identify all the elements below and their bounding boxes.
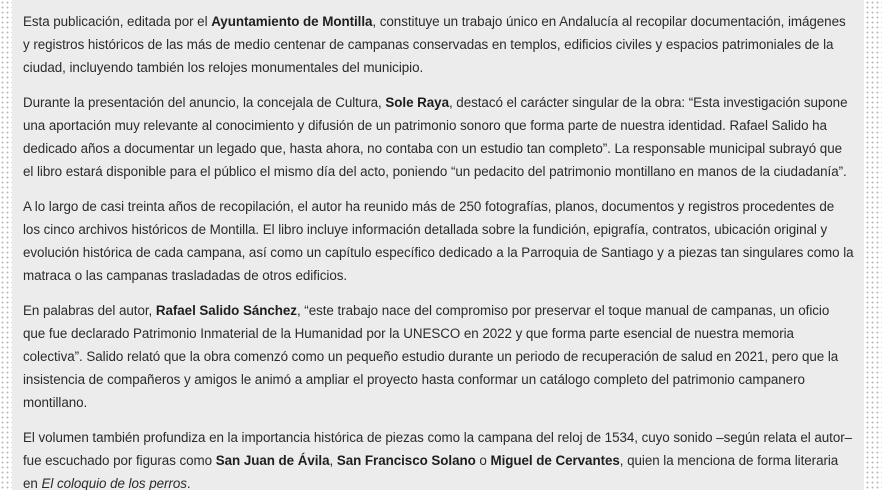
paragraph-5-text-1: El volumen también profundiza en la importancia histórica de piezas como la campana del reloj de 1534, cuyo sonido –según relata el autor– fue escuchado por figuras como [23, 430, 853, 468]
organization-name: Ayuntamiento de Montilla [211, 14, 373, 29]
figure-name-2: San Francisco Solano [336, 453, 476, 468]
figure-name-3: Miguel de Cervantes [490, 453, 620, 468]
figure-name-1: San Juan de Ávila [215, 453, 330, 468]
article-body [12, 0, 864, 490]
paragraph-1-text-2: , constituye un trabajo único en Andalucía al recopilar documentación, imágenes y registros históricos de las más de medio centenar de campanas conservadas en templos, edificios civiles y espacios patrimoniales de la ciudad, incluyendo también los relojes monumentales del municipio. [23, 14, 846, 75]
paragraph-5-text-3: o [475, 453, 491, 468]
paragraph-2 [23, 91, 854, 183]
paragraph-3-text-1: A lo largo de casi treinta años de recopilación, el autor ha reunido más de 250 fotografías, planos, documentos y registros procedentes de los cinco archivos históricos de Montilla. El libro incluye información detallada sobre la fundición, epigrafía, contratos, ubicación original y evolución histórica de cada campana, así como un capítulo específico dedicado a la Parroquia de Santiago y a piezas tan singulares como la matraca o las campanas trasladadas de otros edificios. [23, 199, 854, 283]
paragraph-4-text-1: En palabras del autor, [23, 303, 156, 318]
paragraph-3 [23, 195, 854, 287]
paragraph-1 [23, 10, 854, 79]
councillor-name: Sole Raya [385, 95, 449, 110]
book-title: El coloquio de los perros [41, 476, 187, 490]
paragraph-5 [23, 426, 854, 490]
paragraph-4-text-2: , “este trabajo nace del compromiso por preservar el toque manual de campanas, un oficio que fue declarado Patrimonio Inmaterial de la Humanidad por la UNESCO en 2022 y que forma parte esencial de nuestra memoria colectiva”. Salido relató que la obra comenzó como un pequeño estudio durante un periodo de recuperación de salud en 2021, pero que la insistencia de compañeros y amigos le animó a ampliar el proyecto hasta conformar un catálogo completo del patrimonio campanero montillano. [23, 303, 839, 410]
author-name: Rafael Salido Sánchez [155, 303, 297, 318]
paragraph-2-text-2: , destacó el carácter singular de la obra: “Esta investigación supone una aportación muy relevante al conocimiento y difusión de un patrimonio sonoro que forma parte de nuestra identidad. Rafael Salido ha dedicado años a documentar un legado que, hasta ahora, no contaba con un estudio tan completo”. La responsable municipal subrayó que el libro estará disponible para el público el mismo día del acto, poniendo “un pedacito del patrimonio montillano en manos de la ciudadanía”. [23, 95, 848, 179]
paragraph-5-text-2: , [329, 453, 337, 468]
paragraph-5-text-5: . [186, 476, 191, 490]
paragraph-2-text-1: Durante la presentación del anuncio, la concejala de Cultura, [23, 95, 386, 110]
paragraph-4 [23, 299, 854, 414]
paragraph-5-text-4: , quien la menciona de forma literaria en [23, 453, 839, 490]
paragraph-1-text-1: Esta publicación, editada por el [23, 14, 212, 29]
